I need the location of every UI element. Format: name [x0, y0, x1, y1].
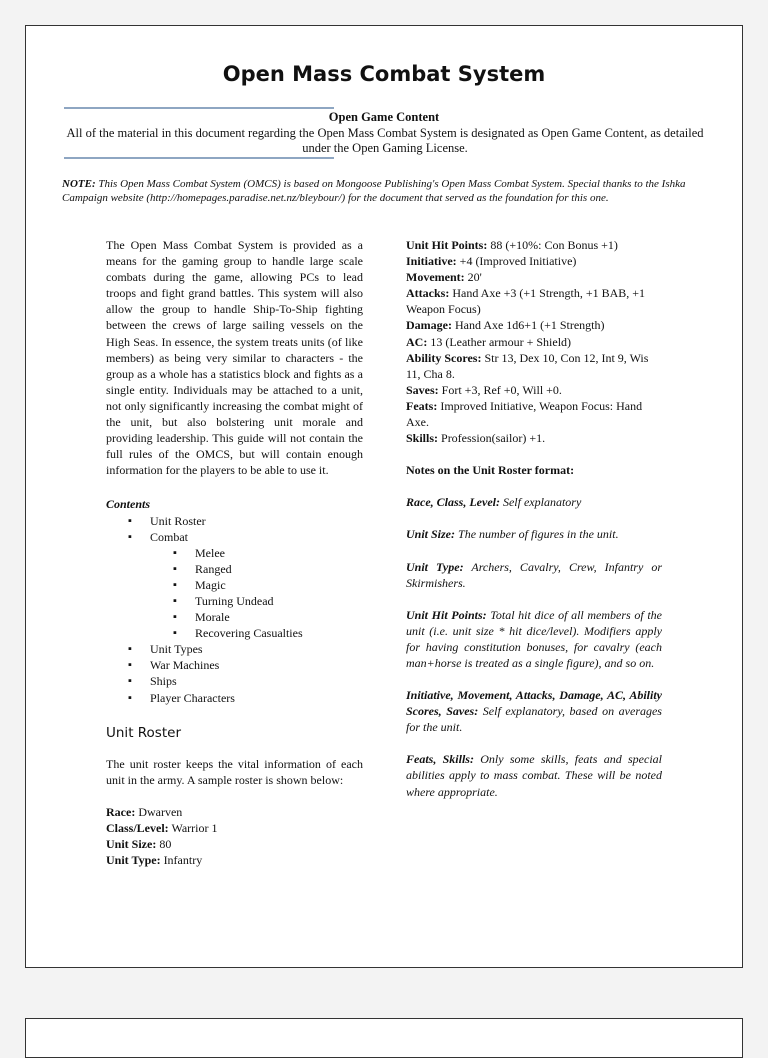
roster-field: Race: Dwarven [106, 804, 183, 819]
combat-sublist [106, 545, 363, 642]
contents-subitem: ▪ Morale [106, 609, 363, 625]
roster-field: Movement: 20' [406, 270, 482, 285]
right-column [406, 237, 662, 800]
contents-subitem: ▪ Melee [106, 545, 363, 561]
contents-heading: Contents [106, 497, 151, 512]
format-note: Unit Type: Archers, Cavalry, Crew, Infantry or Skirmishers. [406, 559, 662, 590]
ogc-body: All of the material in this document regarding the Open Mass Combat System is designated as Open Game Content, as detailed under the Open Gaming License. [66, 126, 704, 155]
contents-subitem: ▪ Ranged [106, 561, 363, 577]
contents-subitem: ▪ Turning Undead [106, 593, 363, 609]
roster-field: Ability Scores: Str 13, Dex 10, Con 12, Int 9, Wis 11, Cha 8. [406, 350, 649, 381]
contents-item: ▪ Ships [106, 673, 363, 689]
intro-paragraph: The Open Mass Combat System is provided as a means for the gaming group to handle large scale combats during the game, allowing PCs to lead troops and fight grand battles. This system will also allow the group to handle Ship-To-Ship fighting between the crews of large sailing vessels on the High Seas. In essence, the system treats units (of like members) as being very similar to characters - the group as a whole has a statistics block and fights as a single entity. Individuals may be attached to a unit, not only significantly increasing the combat might of the unit, but also bolstering unit morale and providing leadership. This guide will not contain the full rules of the OMCS, but will contain enough information for the players to be able to use it. [106, 238, 363, 478]
note-label: NOTE: [62, 178, 96, 190]
roster-field: Class/Level: Warrior 1 [106, 821, 218, 835]
note-text: This Open Mass Combat System (OMCS) is based on Mongoose Publishing's Open Mass Combat System. Special thanks to the Ishka Campaign website (http://homepages.paradise.net.nz/bleybour/) for the document that served as the foundation for this one. [62, 178, 686, 204]
contents-subitem: ▪ Recovering Casualties [106, 625, 363, 641]
document-page-1 [25, 25, 743, 968]
document-title: Open Mass Combat System [222, 62, 546, 86]
left-column [106, 237, 363, 868]
ogc-top-rule [64, 107, 334, 109]
roster-field: Skills: Profession(sailor) +1. [406, 431, 546, 446]
format-note: Unit Size: The number of figures in the unit. [406, 527, 619, 542]
contents-item: ▪ Combat [106, 529, 363, 545]
format-note: Unit Hit Points: Total hit dice of all members of the unit (i.e. unit size * hit dice/level). Modifiers apply for having constitution bonuses, for cavalry (each man+horse is treated as a single figure), and so on. [406, 607, 662, 670]
ogc-bottom-rule [64, 157, 334, 159]
contents-item: ▪ Unit Roster [106, 513, 363, 529]
contents-list-continued [106, 641, 363, 705]
roster-field: Unit Hit Points: 88 (+10%: Con Bonus +1) [406, 238, 618, 252]
unit-roster-body: The unit roster keeps the vital information of each unit in the army. A sample roster is shown below: [106, 756, 363, 787]
contents-item: ▪ Unit Types [106, 641, 363, 657]
contents-item: ▪ Player Characters [106, 690, 363, 706]
note-paragraph [62, 177, 712, 205]
roster-field: Unit Size: 80 [106, 837, 172, 852]
roster-field: Attacks: Hand Axe +3 (+1 Strength, +1 BAB, +1 Weapon Focus) [406, 286, 646, 317]
format-note: Race, Class, Level: Self explanatory [406, 495, 582, 510]
contents-item: ▪ War Machines [106, 657, 363, 673]
roster-field: Unit Type: Infantry [106, 853, 203, 868]
contents-list [106, 513, 363, 545]
roster-field: Saves: Fort +3, Ref +0, Will +0. [406, 382, 562, 397]
roster-field: AC: 13 (Leather armour + Shield) [406, 334, 572, 349]
document-page-2 [25, 1018, 743, 1058]
format-notes-heading: Notes on the Unit Roster format: [406, 463, 575, 478]
format-note: Feats, Skills: Only some skills, feats and special abilities apply to mass combat. These will be noted where appropriate. [406, 752, 662, 799]
unit-roster-heading: Unit Roster [106, 724, 181, 741]
roster-field: Feats: Improved Initiative, Weapon Focus: Hand Axe. [406, 398, 643, 430]
contents-subitem: ▪ Magic [106, 577, 363, 593]
ogc-heading: Open Game Content [328, 110, 440, 124]
roster-field: Initiative: +4 (Improved Initiative) [406, 254, 577, 269]
roster-field: Damage: Hand Axe 1d6+1 (+1 Strength) [406, 318, 605, 333]
format-note: Initiative, Movement, Attacks, Damage, AC, Ability Scores, Saves: Self explanatory, based on averages for the unit. [406, 688, 662, 735]
